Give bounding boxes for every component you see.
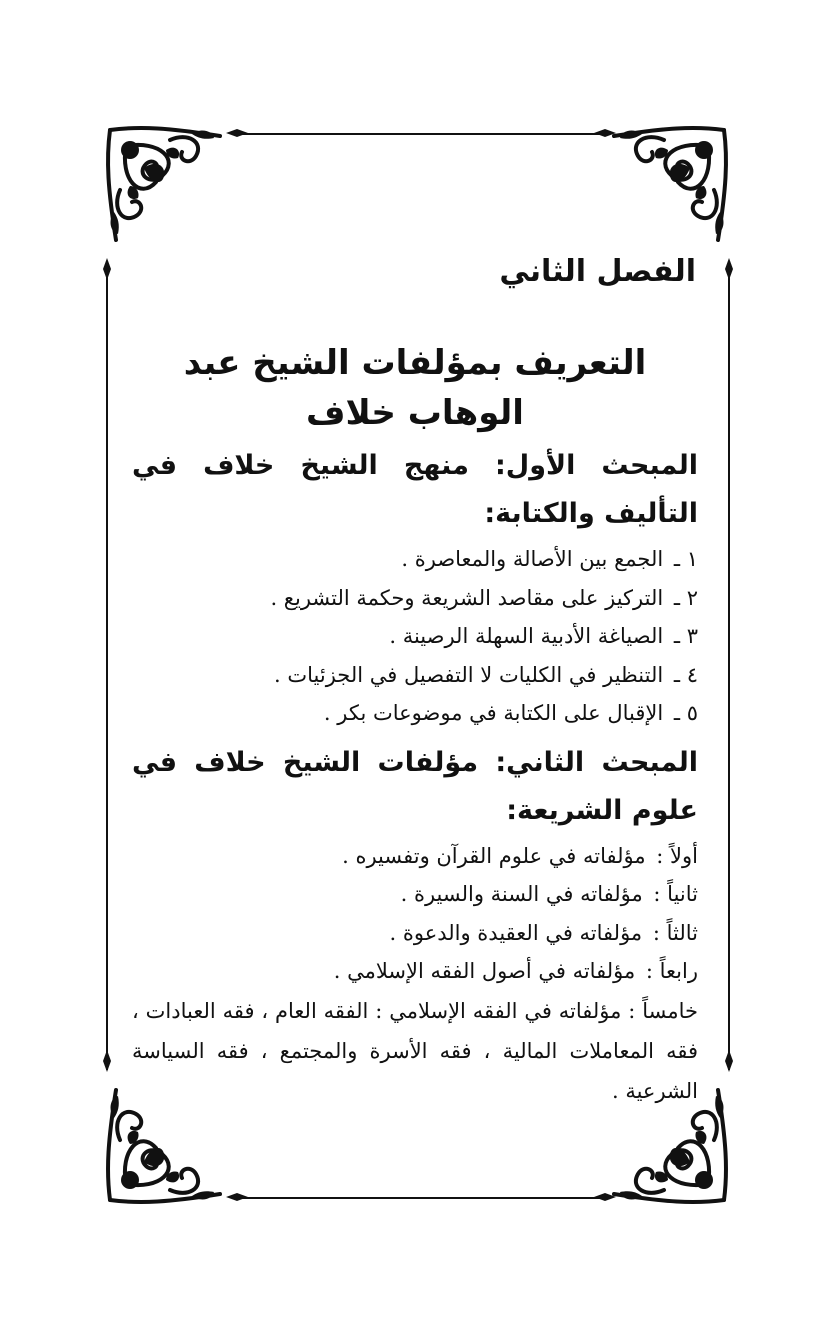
frame-left-line	[106, 262, 108, 1070]
list-item	[132, 694, 698, 733]
floral-corner-ornament-icon	[604, 120, 734, 250]
list-item-text: الصياغة الأدبية السهلة الرصينة .	[389, 624, 664, 648]
list-item-text: مؤلفاته في العقيدة والدعوة .	[389, 920, 643, 945]
section-2-list	[132, 837, 698, 991]
floral-corner-ornament-icon	[100, 120, 230, 250]
section-1-list	[132, 540, 698, 733]
frame-terminal-icon	[102, 258, 112, 280]
list-item-label: خامساً :	[628, 998, 698, 1023]
list-item	[132, 617, 698, 656]
list-item-label: ثانياً :	[653, 882, 698, 906]
list-item-text: الجمع بين الأصالة والمعاصرة .	[401, 547, 664, 571]
list-item-text: التنظير في الكليات لا التفصيل في الجزئيات .	[274, 662, 664, 687]
list-item-paragraph	[132, 991, 698, 1111]
frame-terminal-icon	[724, 1050, 734, 1072]
section-2-heading: المبحث الثاني: مؤلفات الشيخ خلاف في علوم الشريعة:	[132, 746, 698, 826]
chapter-label: الفصل الثاني	[499, 254, 696, 289]
list-item-text: التركيز على مقاصد الشريعة وحكمة التشريع .	[270, 585, 664, 610]
list-item-label: ثالثاً :	[652, 920, 698, 945]
list-item-label: رابعاً :	[645, 959, 698, 983]
list-item-text: مؤلفاته في علوم القرآن وتفسيره .	[342, 843, 646, 868]
list-item-text: مؤلفاته في الفقه الإسلامي : الفقه العام ، فقه العبادات ، فقه المعاملات المالية ، فقه الأسرة والمجتمع ، فقه السياسة الشرعية .	[132, 998, 698, 1103]
list-item-text: مؤلفاته في السنة والسيرة .	[400, 882, 643, 906]
frame-terminal-icon	[724, 258, 734, 280]
list-item	[132, 540, 698, 579]
list-item-text: مؤلفاته في أصول الفقه الإسلامي .	[333, 959, 636, 983]
list-item-number: ١ ـ	[673, 547, 698, 571]
list-item-number: ٤ ـ	[673, 662, 698, 687]
list-item-text: الإقبال على الكتابة في موضوعات بكر .	[323, 701, 664, 725]
frame-right-line	[728, 262, 730, 1070]
list-item-number: ٥ ـ	[673, 701, 698, 725]
list-item	[132, 837, 698, 876]
list-item	[132, 579, 698, 618]
list-item	[132, 875, 698, 914]
list-item-label: أولاً :	[656, 843, 698, 868]
list-item	[132, 914, 698, 953]
section-1-heading: المبحث الأول: منهج الشيخ خلاف في التأليف والكتابة:	[132, 450, 698, 529]
list-item-number: ٢ ـ	[673, 585, 698, 610]
list-item	[132, 656, 698, 695]
frame-terminal-icon	[102, 1050, 112, 1072]
list-item	[132, 952, 698, 991]
page-content	[132, 250, 698, 1111]
frame-top-line	[232, 133, 608, 135]
list-item-number: ٣ ـ	[673, 624, 698, 648]
frame-bottom-line	[232, 1197, 608, 1199]
chapter-title: التعريف بمؤلفات الشيخ عبد الوهاب خلاف	[183, 343, 647, 433]
